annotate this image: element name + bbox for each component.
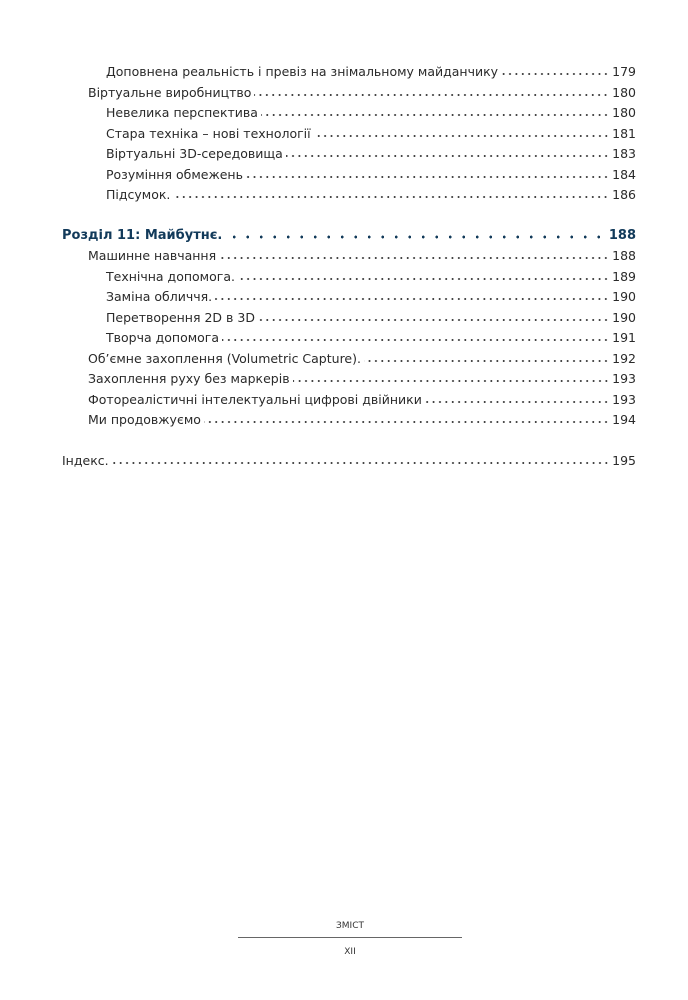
toc-entry-title: Технічна допомога. (106, 268, 235, 284)
toc-entry-page: 186 (612, 187, 636, 202)
toc-entry-page: 180 (612, 84, 636, 100)
toc-entry-page: 193 (612, 391, 636, 407)
dot-leader (246, 175, 609, 179)
toc-entry-title: Віртуальні 3D-середовища (106, 146, 283, 161)
toc-entry-page: 179 (612, 64, 636, 79)
toc-entry[interactable] (62, 328, 636, 349)
dot-leader (425, 400, 609, 404)
toc-entry-page: 183 (612, 146, 636, 161)
toc-entry-title: Творча допомога (106, 330, 220, 345)
dot-leader (314, 134, 610, 138)
dot-leader (258, 318, 609, 322)
toc-entry[interactable] (62, 390, 636, 411)
dot-leader (222, 338, 609, 342)
dot-leader (254, 93, 609, 97)
dot-leader (215, 297, 609, 301)
toc-entry-title: Об’ємне захоплення (Volumetric Capture). (88, 350, 361, 366)
toc-entry[interactable] (62, 62, 636, 83)
toc-entry[interactable] (62, 246, 636, 267)
dot-leader (261, 113, 609, 117)
toc-entry-title: Перетворення 2D в 3D (106, 309, 255, 325)
toc-entry[interactable] (62, 124, 636, 145)
toc-entry-page: 181 (612, 125, 636, 141)
toc-entry-page: 194 (612, 412, 636, 427)
toc-entry-title: Ми продовжуємо (88, 412, 201, 427)
toc-entry[interactable] (62, 308, 636, 329)
toc-entry-title: Індекс. (62, 452, 109, 468)
toc-chapter-page: 188 (608, 227, 636, 243)
toc-entry-page: 191 (612, 330, 636, 345)
toc-entry-page: 184 (612, 166, 636, 182)
toc-entry[interactable] (62, 349, 636, 370)
dot-leader (225, 235, 605, 239)
toc-entry-page: 190 (612, 309, 636, 325)
toc-entry[interactable] (62, 144, 636, 165)
toc-entry-title: Захоплення руху без маркерів (88, 371, 290, 386)
toc-entry-title: Фотореалістичні інтелектуальні цифрові двійники (88, 391, 422, 407)
toc-entry-title: Заміна обличчя. (106, 289, 213, 304)
dot-leader (173, 195, 609, 199)
toc-entry-title: Машинне навчання (88, 248, 217, 263)
dot-leader (204, 420, 609, 424)
toc-entry-page: 192 (612, 350, 636, 366)
table-of-contents (62, 62, 636, 471)
toc-entry-title: Віртуальне виробництво (88, 84, 252, 100)
dot-leader (501, 72, 609, 76)
dot-leader (286, 154, 609, 158)
dot-leader (112, 461, 610, 465)
toc-entry[interactable] (62, 185, 636, 206)
toc-entry-title: Невелика перспектива (106, 105, 258, 120)
dot-leader (364, 359, 609, 363)
toc-chapter-title: Розділ 11: Майбутнє. (62, 227, 223, 243)
toc-entry[interactable] (62, 287, 636, 308)
toc-entry-title: Розуміння обмежень (106, 166, 243, 182)
toc-entry-page: 180 (612, 105, 636, 120)
page-number: XII (344, 947, 356, 957)
toc-entry-title: Доповнена реальність і превіз на знімальному майданчику (106, 64, 499, 79)
toc-entry-page: 190 (612, 289, 636, 304)
toc-entry-page: 193 (612, 371, 636, 386)
toc-entry-page: 188 (612, 248, 636, 263)
dot-leader (293, 379, 610, 383)
toc-entry-title: Підсумок. (106, 187, 171, 202)
toc-entry[interactable] (62, 83, 636, 104)
toc-chapter-entry[interactable] (62, 226, 636, 247)
running-footer-label: ЗМІСТ (336, 921, 364, 931)
toc-index-entry[interactable] (62, 451, 636, 472)
toc-entry[interactable] (62, 103, 636, 124)
toc-entry[interactable] (62, 369, 636, 390)
toc-entry[interactable] (62, 165, 636, 186)
toc-entry[interactable] (62, 410, 636, 431)
dot-leader (219, 256, 609, 260)
toc-entry-page: 195 (612, 452, 636, 468)
dot-leader (238, 277, 609, 281)
footer-divider (238, 937, 462, 938)
toc-entry-page: 189 (612, 268, 636, 284)
toc-entry[interactable] (62, 267, 636, 288)
toc-entry-title: Стара техніка – нові технології (106, 125, 311, 141)
